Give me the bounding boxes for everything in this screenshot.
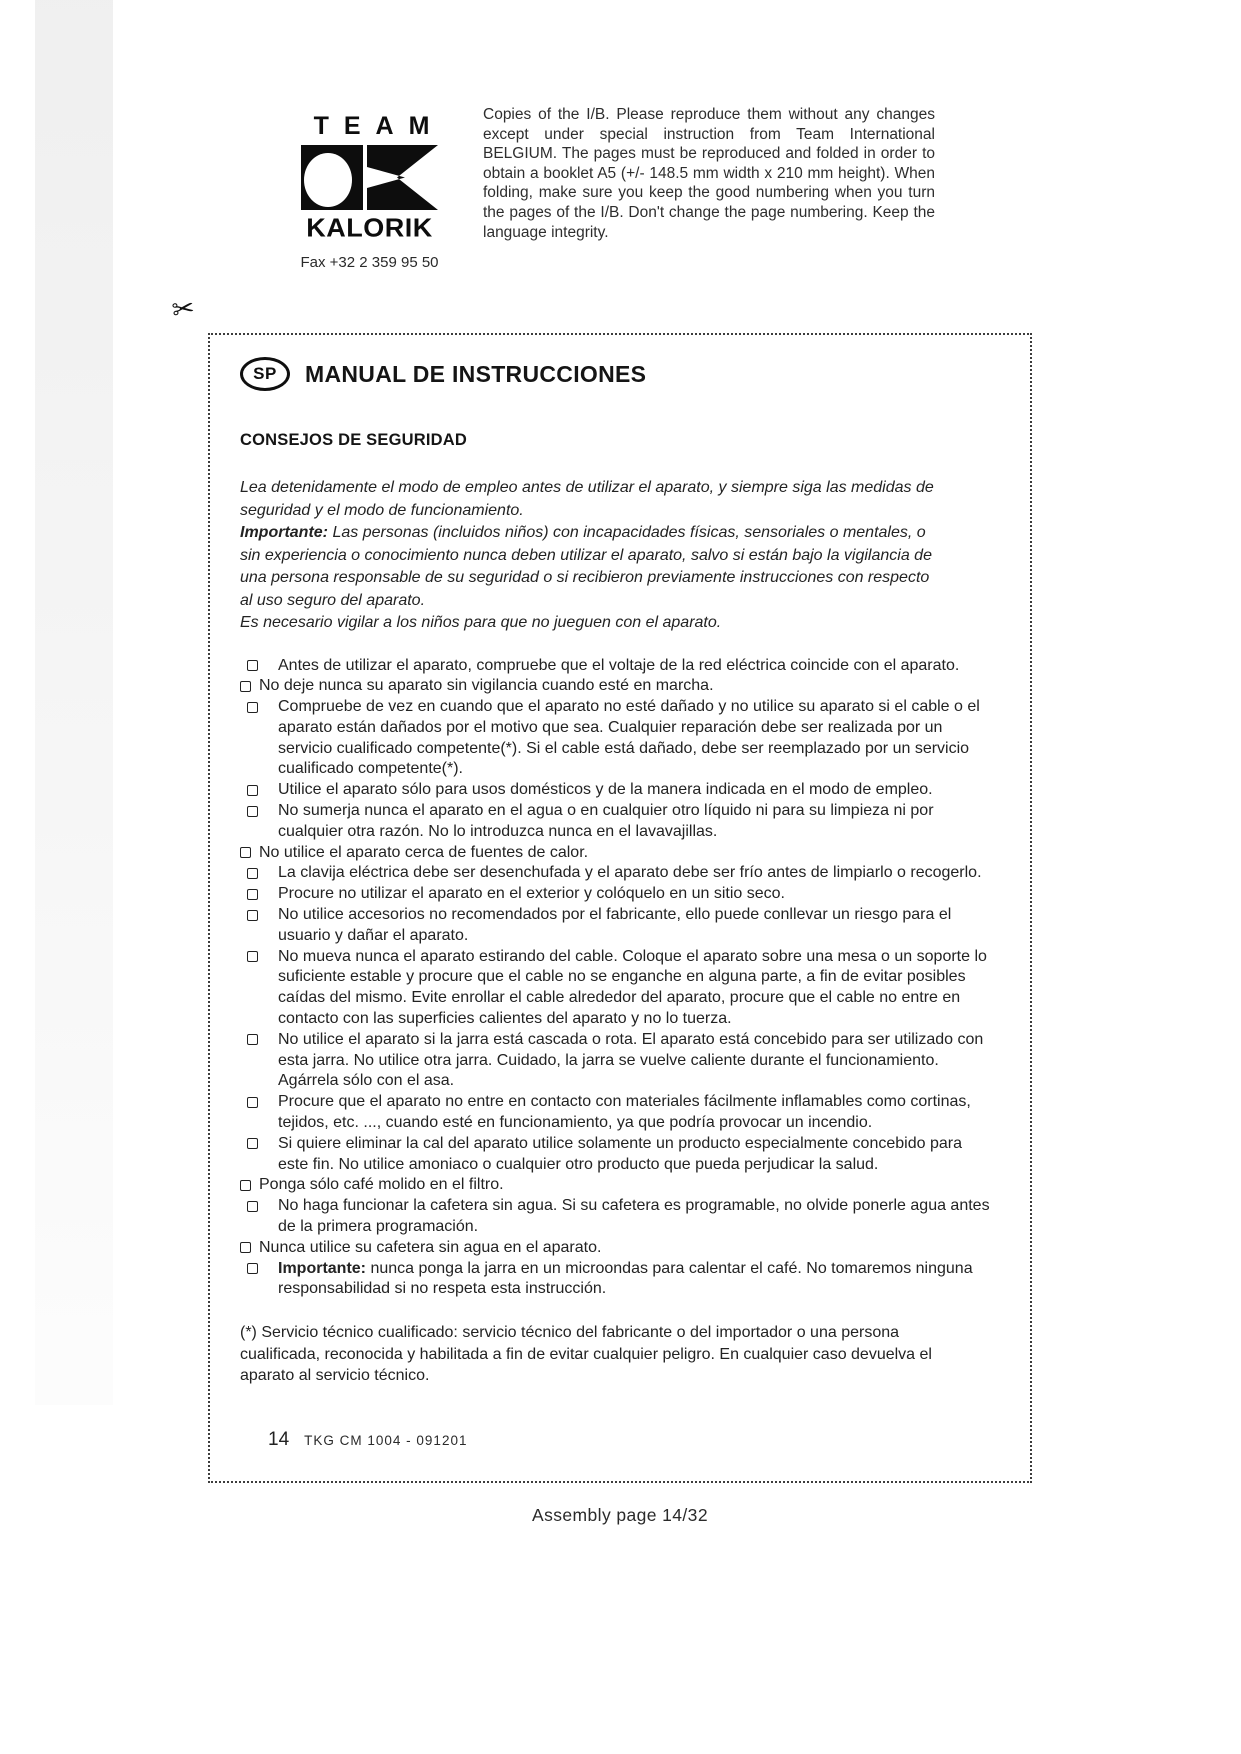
intro-paragraph: Lea detenidamente el modo de empleo antes de utilizar el aparato, y siempre siga las medidas de seguridad y el modo de funcionamiento.: [240, 479, 934, 519]
bullet-text: No utilice accesorios no recomendados por el fabricante, ello puede conllevar un riesgo para el usuario y dañar el aparato.: [278, 906, 952, 944]
checkbox-bullet-icon: [247, 868, 258, 879]
bullet-text: Procure que el aparato no entre en contacto con materiales fácilmente inflamables como cortinas, tejidos, etc. ..., cuando esté en funcionamiento, ya que podría provocar un incendio.: [278, 1093, 971, 1132]
checkbox-bullet-icon: [240, 681, 251, 692]
scissors-icon: ✂: [169, 292, 197, 327]
manual-title-row: [240, 357, 1002, 391]
checkbox-bullet-icon: [247, 1034, 258, 1045]
section-heading: CONSEJOS DE SEGURIDAD: [240, 431, 467, 449]
safety-bullet-item: [240, 656, 992, 677]
manual-title: MANUAL DE INSTRUCCIONES: [305, 360, 647, 387]
bullet-text: No mueva nunca el aparato estirando del cable. Coloque el aparato sobre una mesa o un soporte lo suficiente estable y procure que el cable no se enganche en alguna parte, a fin de evitar posibles caídas del mismo. Evite enrollar el cable alrededor del aparato, procure que el cable no entre en contacto con las superficies calientes del aparato y no lo tuerza.: [278, 947, 987, 1028]
reproduction-notice: Copies of the I/B. Please reproduce them without any changes except under special instruction from Team International BELGIUM. The pages must be reproduced and folded in order to obtain a booklet A5 (+/- 148.5 mm width x 210 mm height). When folding, make sure you keep the good numbering when you turn the pages of the I/B. Don't change the page numbering. Keep the language integrity.: [483, 106, 935, 241]
scan-artifact: [35, 0, 113, 1405]
bullet-text: Antes de utilizar el aparato, compruebe que el voltaje de la red eléctrica coincide con el aparato.: [278, 656, 960, 674]
checkbox-bullet-icon: [247, 889, 258, 900]
bullet-text: No utilice el aparato si la jarra está cascada o rota. El aparato está concebido para ser utilizado con esta jarra. No utilice otra jarra. Cuidado, la jarra se vuelve caliente durante el funcionamiento. Agárrela sólo con el asa.: [278, 1030, 984, 1090]
service-footnote: (*) Servicio técnico cualificado: servicio técnico del fabricante o del importador o una persona cualificada, reconocida y habilitada a fin de evitar cualquier peligro. En cualquier caso devuelva el aparato al servicio técnico.: [240, 1324, 932, 1385]
bullet-text: No haga funcionar la cafetera sin agua. Si su cafetera es programable, no olvide ponerle agua antes de la primera programación.: [278, 1197, 990, 1236]
safety-bullet-item: [240, 905, 992, 947]
bullet-text: Utilice el aparato sólo para usos domésticos y de la manera indicada en el modo de empleo.: [278, 781, 933, 799]
checkbox-bullet-icon: [247, 702, 258, 713]
safety-bullet-item: [240, 1030, 992, 1092]
safety-bullet-item: [240, 1259, 992, 1301]
bullet-text: No deje nunca su aparato sin vigilancia cuando esté en marcha.: [259, 677, 714, 695]
bullet-text: Nunca utilice su cafetera sin agua en el aparato.: [259, 1238, 602, 1256]
checkbox-bullet-icon: [247, 1263, 258, 1274]
page-number-line: [268, 1429, 467, 1451]
logo-team-text: TEAM: [313, 112, 445, 140]
checkbox-bullet-icon: [247, 785, 258, 796]
safety-bullet-item: [240, 676, 992, 697]
bullet-text: No sumerja nunca el aparato en el agua o en cualquier otro líquido ni para su limpieza ni por cualquier otra razón. No lo introduzca nunca en el lavavajillas.: [278, 802, 934, 840]
safety-bullet-item: [240, 947, 992, 1030]
bullet-text: Importante: nunca ponga la jarra en un microondas para calentar el café. No tomaremos ninguna responsabilidad si no respeta esta instrucción.: [278, 1259, 973, 1298]
kalorik-k-icon: [301, 145, 438, 211]
checkbox-bullet-icon: [247, 1097, 258, 1108]
bullet-text: Procure no utilizar el aparato en el exterior y colóquelo en un sitio seco.: [278, 885, 785, 903]
intro-paragraph: Importante: Las personas (incluidos niños) con incapacidades físicas, sensoriales o mentales, o sin experiencia o conocimiento nunca deben utilizar el aparato, salvo si están bajo la vigilancia de una persona responsable de su seguridad o si recibieron previamente instrucciones con respecto al uso seguro del aparato.: [240, 524, 932, 609]
checkbox-bullet-icon: [247, 1201, 258, 1212]
safety-bullet-item: [240, 697, 992, 780]
bullet-text: Compruebe de vez en cuando que el aparato no esté dañado y no utilice su aparato si el cable o el aparato están dañados por el motivo que sea. Cualquier reparación debe ser realizada por un servicio cualificado competente(*). Si el cable está dañado, debe ser reemplazado por un servicio cualificado competente(*).: [278, 698, 980, 778]
safety-bullet-item: [240, 1134, 992, 1176]
logo-fax-number: Fax +32 2 359 95 50: [300, 254, 439, 271]
safety-bullet-item: [240, 801, 992, 843]
safety-bullet-item: [240, 1196, 992, 1238]
checkbox-bullet-icon: [247, 951, 258, 962]
language-badge: SP: [240, 357, 290, 391]
safety-bullet-item: [240, 1175, 992, 1196]
document-code: TKG CM 1004 - 091201: [304, 1433, 468, 1448]
safety-bullet-item: [240, 1092, 992, 1134]
checkbox-bullet-icon: [240, 1242, 251, 1253]
safety-bullet-item: [240, 1238, 992, 1259]
safety-bullet-item: [240, 884, 992, 905]
bullet-text: La clavija eléctrica debe ser desenchufada y el aparato debe ser frío antes de limpiarlo o recogerlo.: [278, 864, 982, 882]
intro-paragraph: Es necesario vigilar a los niños para que no jueguen con el aparato.: [240, 614, 722, 631]
checkbox-bullet-icon: [247, 806, 258, 817]
checkbox-bullet-icon: [247, 910, 258, 921]
kalorik-logo: [297, 112, 445, 271]
checkbox-bullet-icon: [240, 847, 251, 858]
checkbox-bullet-icon: [240, 1180, 251, 1191]
checkbox-bullet-icon: [247, 660, 258, 671]
bullet-text: Si quiere eliminar la cal del aparato utilice solamente un producto especialmente concebido para este fin. No utilice amoniaco o cualquier otro producto que pueda perjudicar la salud.: [278, 1134, 962, 1173]
manual-cutout-box: [208, 333, 1032, 1483]
safety-bullet-item: [240, 863, 992, 884]
logo-kalorik-text: KALORIK: [306, 213, 433, 243]
bullet-text: Ponga sólo café molido en el filtro.: [259, 1176, 504, 1194]
assembly-footer: Assembly page 14/32: [532, 1505, 708, 1525]
bullet-text: No utilice el aparato cerca de fuentes de calor.: [259, 843, 589, 861]
page-number: 14: [268, 1429, 290, 1450]
safety-bullet-list: [240, 656, 992, 1301]
intro-paragraphs: [240, 477, 942, 635]
checkbox-bullet-icon: [247, 1138, 258, 1149]
safety-bullet-item: [240, 780, 992, 801]
safety-bullet-item: [240, 843, 992, 864]
